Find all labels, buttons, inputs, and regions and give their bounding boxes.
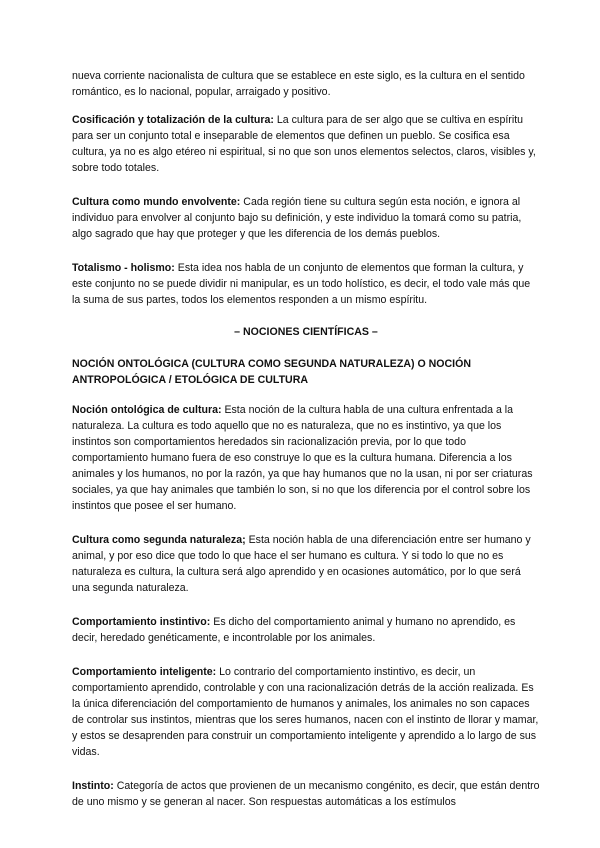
paragraph-comportamiento-inteligente: [72, 664, 540, 760]
term-label: Instinto:: [72, 780, 114, 792]
paragraph-text: nueva corriente nacionalista de cultura que se establece en este siglo, es la cultura en el sentido romántico, es lo nacional, popular, arraigado y positivo.: [72, 70, 525, 98]
section-title-nociones-cientificas: – NOCIONES CIENTÍFICAS –: [234, 326, 378, 338]
paragraph-intro: [72, 68, 540, 100]
term-label: Cosificación y totalización de la cultura:: [72, 114, 274, 126]
paragraph-text: Esta idea nos habla de un conjunto de elementos que forman la cultura, y este conjunto no se puede dividir ni manipular, es un todo holístico, es decir, el todo vale más que la suma de sus partes, todos los elementos responden a un mismo espíritu.: [72, 262, 531, 306]
paragraph-cosificacion: [72, 112, 540, 176]
term-label: Cultura como mundo envolvente:: [72, 196, 241, 208]
paragraph-totalismo: [72, 260, 540, 308]
paragraph-nocion-ontologica: [72, 402, 540, 514]
term-label: Comportamiento inteligente:: [72, 666, 217, 678]
term-label: Totalismo - holismo:: [72, 262, 175, 274]
paragraph-text: Esta noción de la cultura habla de una cultura enfrentada a la naturaleza. La cultura es todo aquello que no es naturaleza, que no es instintivo, ya que los instintos son comportamientos heredados sin racionalización previa, por lo que todo comportamiento humano fuera de eso construye lo que es la cultura humana. Diferencia a los animales y los humanos, no por la razón, ya que hay humanos que no la usan, ni por ser criaturas sociales, ya que hay animales que también lo son, si no que los diferencia por el control sobre los instintos que posee el ser humano.: [72, 404, 533, 512]
paragraph-text: Lo contrario del comportamiento instintivo, es decir, un comportamiento aprendido, controlable y con una racionalización detrás de la acción realizada. Es la única diferenciación del comportamiento de humanos y animales, los animales no son capaces de controlar sus instintos, mientras que los seres humanos, nacen con el instinto de llorar y mamar, y estos se desaprenden para construir un comportamiento inteligente y aprendido a lo largo de sus vidas.: [72, 666, 539, 758]
paragraph-text: La cultura para de ser algo que se cultiva en espíritu para ser un conjunto total e inseparable de elementos que definen un pueblo. Se cosifica esa cultura, ya no es algo etéreo ni espiritual, si no que son unos elementos selectos, claros, visibles y, sobre todo totales.: [72, 114, 536, 174]
paragraph-comportamiento-instintivo: [72, 614, 540, 646]
paragraph-segunda-naturaleza: [72, 532, 540, 596]
paragraph-text: Esta noción habla de una diferenciación entre ser humano y animal, y por eso dice que todo lo que hace el ser humano es cultura. Y si todo lo que no es naturaleza es cultura, la cultura será algo aprendido y en ocasiones automático, por lo que será una segunda naturaleza.: [72, 534, 531, 594]
term-label: Noción ontológica de cultura:: [72, 404, 222, 416]
paragraph-instinto: [72, 778, 540, 810]
paragraph-mundo-envolvente: [72, 194, 540, 242]
section-heading-nocion-ontologica: NOCIÓN ONTOLÓGICA (CULTURA COMO SEGUNDA NATURALEZA) O NOCIÓN ANTROPOLÓGICA / ETOLÓGICA DE CULTURA: [72, 358, 472, 386]
term-label: Cultura como segunda naturaleza;: [72, 534, 246, 546]
paragraph-text: Es dicho del comportamiento animal y humano no aprendido, es decir, heredado genéticamente, e incontrolable por los animales.: [72, 616, 516, 644]
paragraph-text: Cada región tiene su cultura según esta noción, e ignora al individuo para envolver al conjunto bajo su definición, y este individuo la tomará como su patria, algo sagrado que hay que proteger y que les diferencia de los demás pueblos.: [72, 196, 522, 240]
paragraph-text: Categoría de actos que provienen de un mecanismo congénito, es decir, que están dentro de uno mismo y se generan al nacer. Son respuestas automáticas a los estímulos: [72, 780, 540, 808]
term-label: Comportamiento instintivo:: [72, 616, 211, 628]
